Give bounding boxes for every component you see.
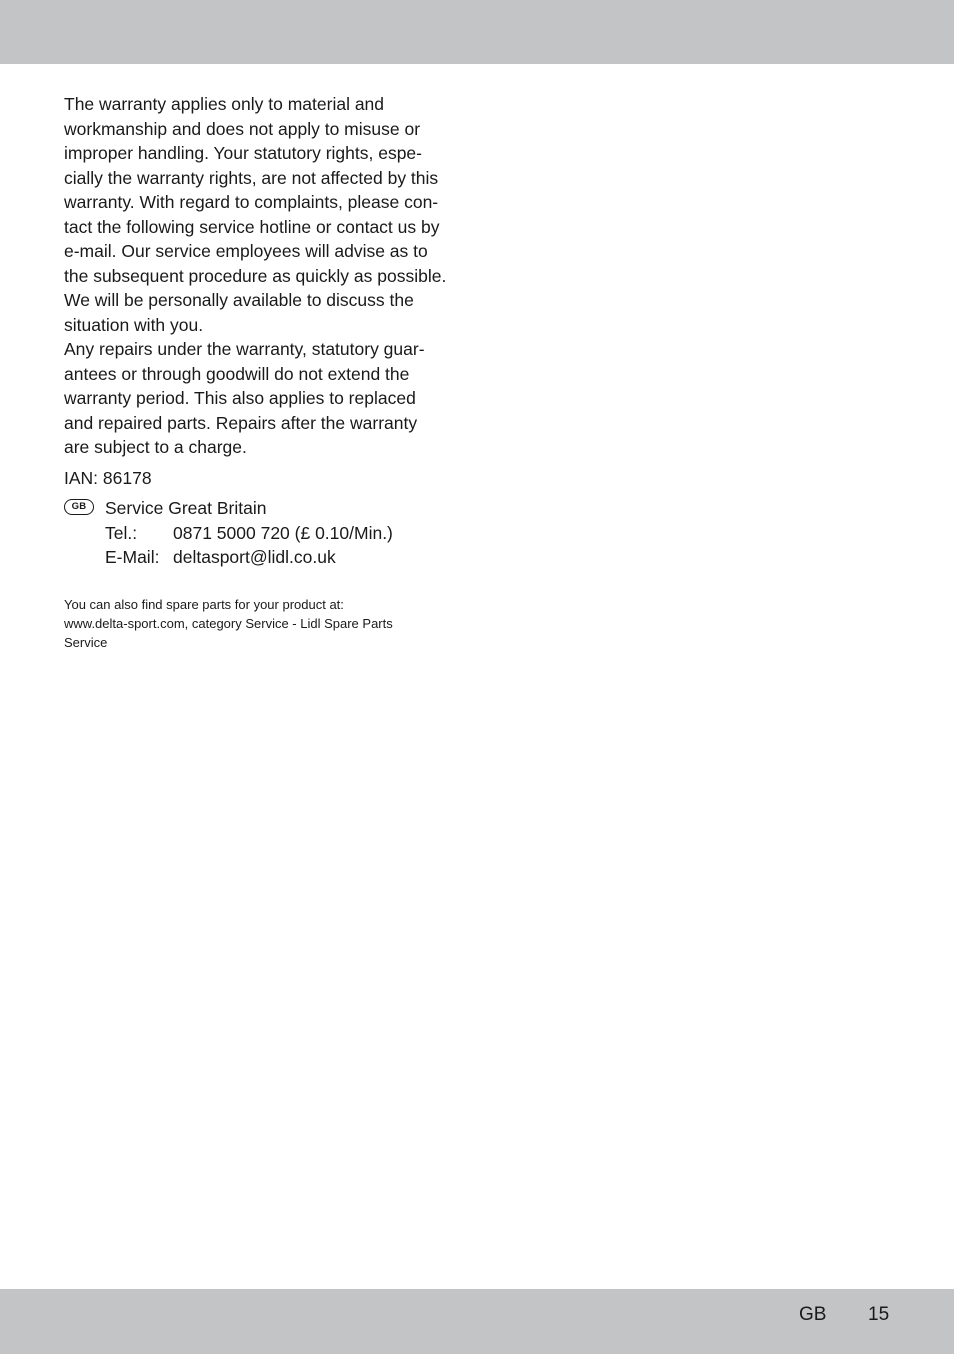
text-line: cially the warranty rights, are not affected by this [64,167,439,188]
gb-country-badge-icon: GB [64,499,94,515]
tel-value: 0871 5000 720 (£ 0.10/Min.) [173,522,393,543]
service-email-row [105,545,464,570]
tel-label: Tel.: [105,522,138,543]
text-line: and repaired parts. Repairs after the warranty [64,412,418,433]
text-line: situation with you. [64,314,204,335]
text-line: the subsequent procedure as quickly as possible. [64,265,447,286]
ian-number: IAN: 86178 [64,467,152,488]
footer-page-number: 15 [868,1304,890,1325]
note-line: www.delta-sport.com, category Service - Lidl Spare Parts [64,615,393,631]
spare-parts-note [64,595,464,652]
text-line: e-mail. Our service employees will advise as to [64,241,428,261]
service-tel-row [105,521,464,546]
main-content [64,92,464,652]
service-title: Service Great Britain [105,498,267,518]
footer-language-code: GB [799,1304,827,1325]
note-line: Service [64,634,108,650]
warranty-paragraph [64,92,464,460]
email-value: deltasport@lidl.co.uk [173,547,336,567]
text-line: improper handling. Your statutory rights, espe- [64,143,422,163]
text-line: antees or through goodwill do not extend the [64,363,410,384]
text-line: warranty period. This also applies to replaced [64,388,416,408]
header-band [0,0,954,64]
email-label: E-Mail: [105,547,160,567]
text-line: The warranty applies only to material and [64,94,385,114]
text-line: tact the following service hotline or contact us by [64,216,440,237]
text-line: We will be personally available to discuss the [64,290,414,310]
text-line: warranty. With regard to complaints, please con- [64,192,439,212]
text-line: Any repairs under the warranty, statutory guar- [64,339,425,359]
text-line: workmanship and does not apply to misuse or [64,118,421,139]
service-block [64,496,464,570]
note-line: You can also find spare parts for your product at: [64,596,344,612]
text-line: are subject to a charge. [64,437,247,457]
